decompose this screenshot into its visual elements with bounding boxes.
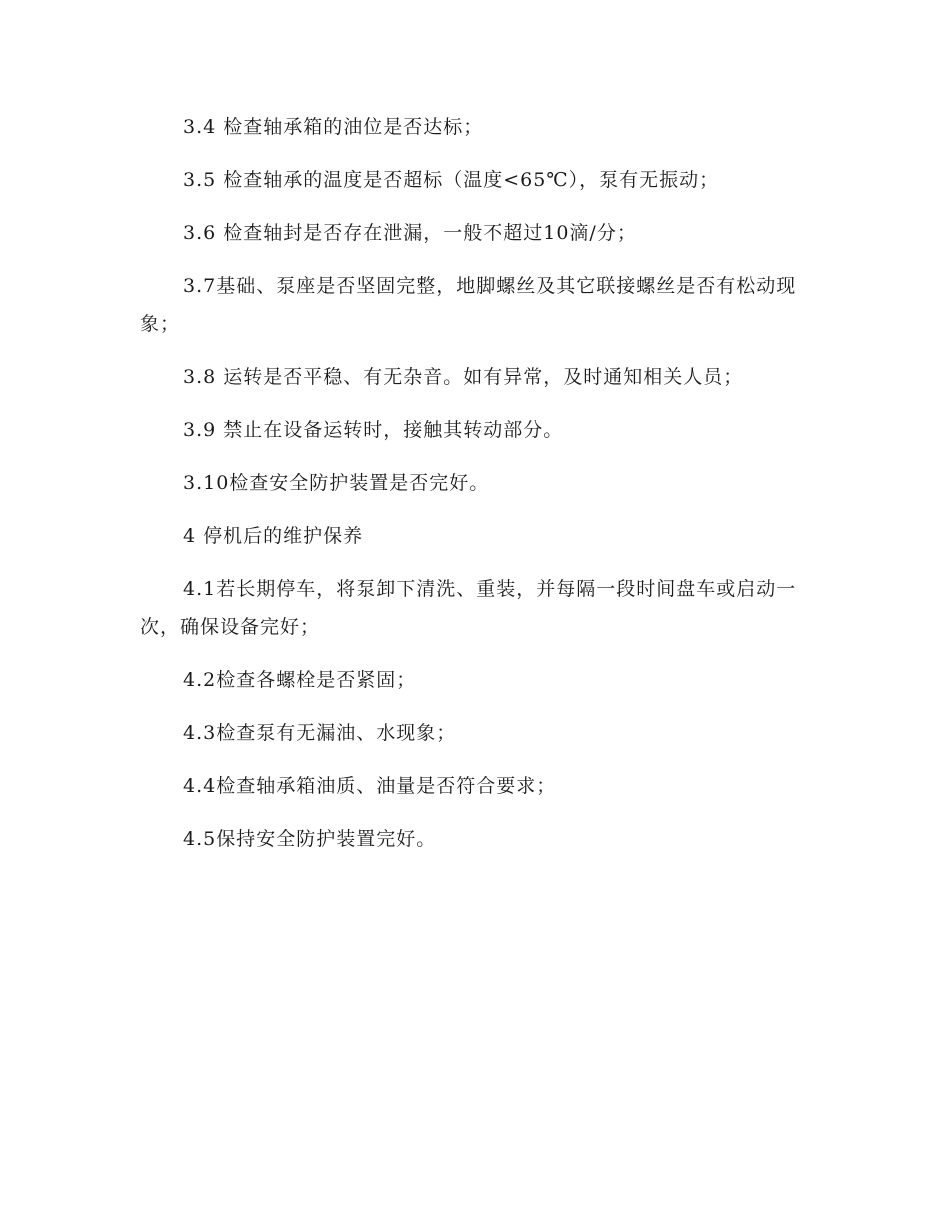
paragraph-4-5: 4.5保持安全防护装置完好。 — [183, 828, 437, 850]
paragraph-3-10: 3.10检查安全防护装置是否完好。 — [183, 472, 490, 494]
paragraph-3-6: 3.6 检查轴封是否存在泄漏，一般不超过10滴/分； — [183, 222, 637, 244]
paragraph-4-2: 4.2检查各螺栓是否紧固； — [183, 669, 417, 691]
document-body — [140, 108, 812, 873]
paragraph-4-1: 4.1若长期停车，将泵卸下清洗、重装，并每隔一段时间盘车或启动一次，确保设备完好； — [140, 578, 797, 638]
paragraph-4-4: 4.4检查轴承箱油质、油量是否符合要求； — [183, 775, 557, 797]
paragraph-3-8: 3.8 运转是否平稳、有无杂音。如有异常，及时通知相关人员； — [183, 366, 744, 388]
paragraph-3-9: 3.9 禁止在设备运转时，接触其转动部分。 — [183, 419, 564, 441]
paragraph-3-4: 3.4 检查轴承箱的油位是否达标； — [183, 116, 484, 138]
section-heading-4: 4 停机后的维护保养 — [183, 525, 364, 547]
paragraph-3-5: 3.5 检查轴承的温度是否超标（温度<65℃），泵有无振动； — [183, 169, 720, 191]
paragraph-4-3: 4.3检查泵有无漏油、水现象； — [183, 722, 457, 744]
paragraph-3-7: 3.7基础、泵座是否坚固完整，地脚螺丝及其它联接螺丝是否有松动现象； — [140, 275, 797, 335]
